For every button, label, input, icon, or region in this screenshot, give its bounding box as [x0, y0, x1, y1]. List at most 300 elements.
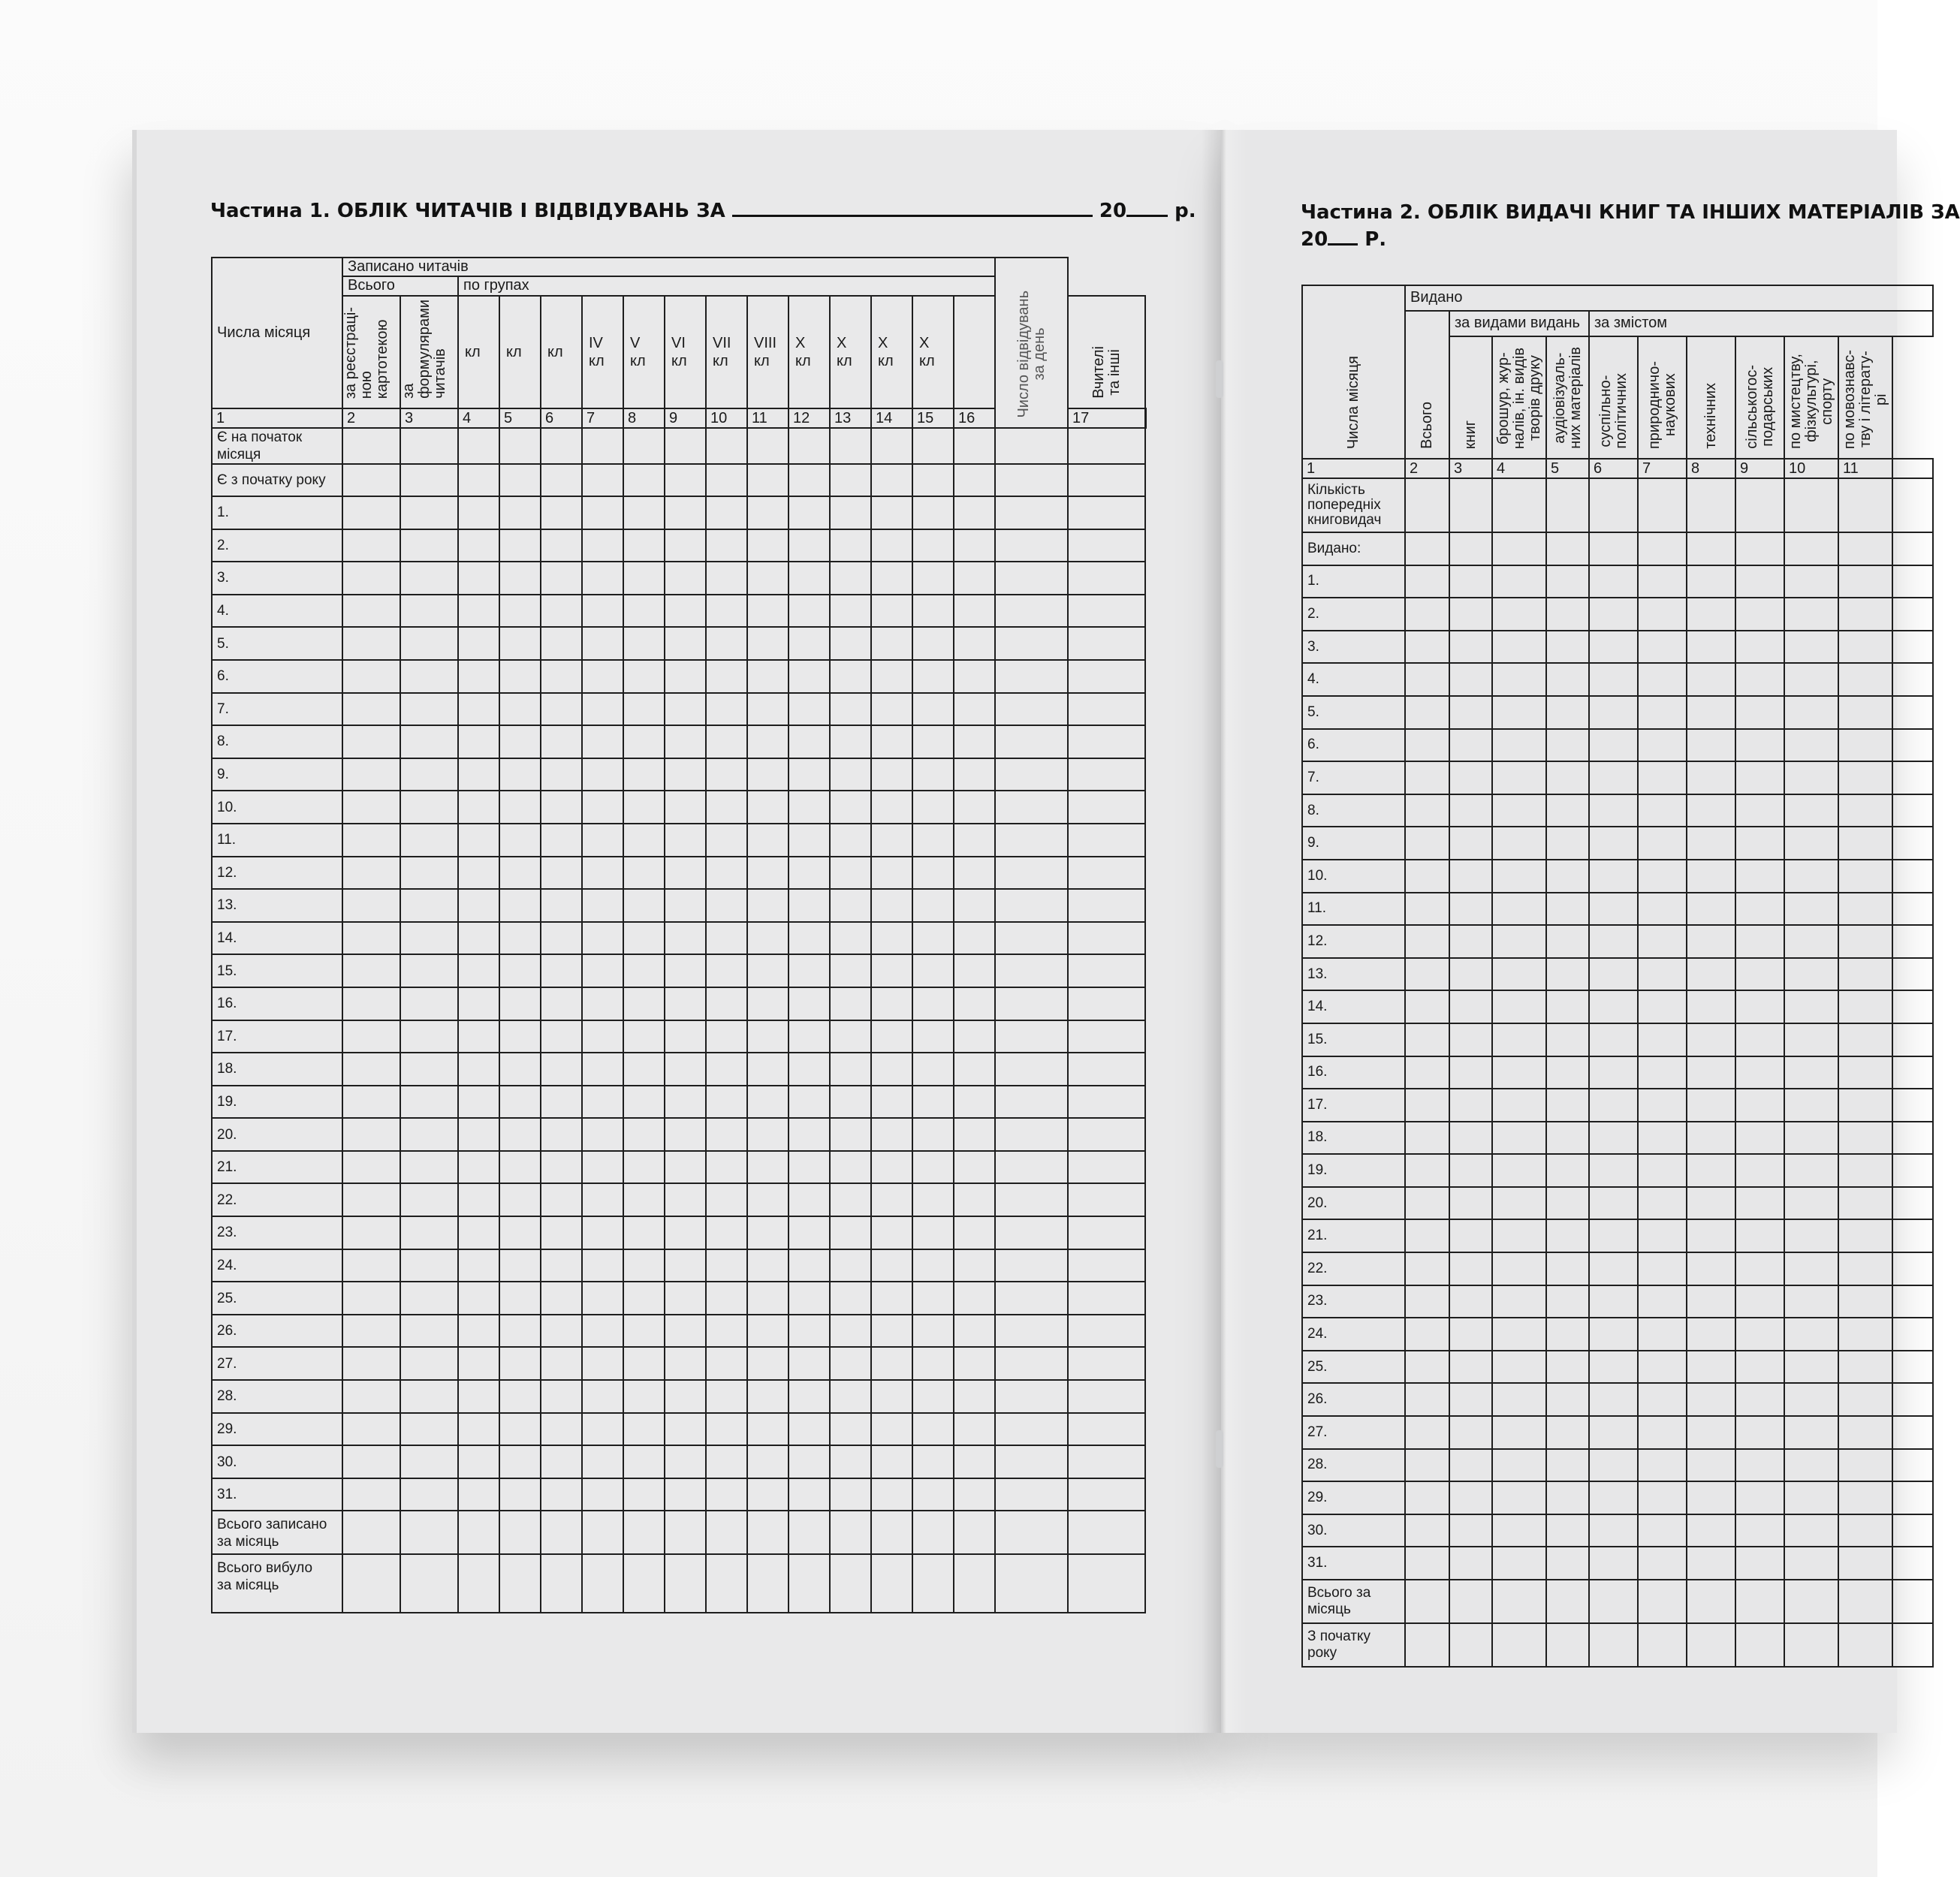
entry-cell[interactable]	[1735, 631, 1784, 664]
entry-cell[interactable]	[706, 1183, 747, 1216]
entry-cell[interactable]	[1638, 1187, 1687, 1220]
entry-cell[interactable]	[1068, 824, 1145, 857]
entry-cell[interactable]	[665, 428, 706, 464]
entry-cell[interactable]	[1687, 1351, 1735, 1384]
entry-cell[interactable]	[830, 1413, 871, 1446]
entry-cell[interactable]	[1405, 1623, 1449, 1667]
entry-cell[interactable]	[1784, 1089, 1838, 1122]
entry-cell[interactable]	[1687, 598, 1735, 631]
entry-cell[interactable]	[342, 857, 400, 890]
entry-cell[interactable]	[541, 758, 582, 791]
entry-cell[interactable]	[1449, 1154, 1492, 1187]
entry-cell[interactable]	[1449, 532, 1492, 565]
entry-cell[interactable]	[458, 1053, 499, 1086]
entry-cell[interactable]	[1784, 1351, 1838, 1384]
entry-cell[interactable]	[1784, 1514, 1838, 1547]
entry-cell[interactable]	[706, 1511, 747, 1554]
entry-cell[interactable]	[789, 758, 830, 791]
entry-cell[interactable]	[789, 529, 830, 562]
entry-cell[interactable]	[342, 529, 400, 562]
entry-cell[interactable]	[541, 824, 582, 857]
entry-cell[interactable]	[1892, 1514, 1933, 1547]
entry-cell[interactable]	[623, 1020, 665, 1053]
entry-cell[interactable]	[1449, 860, 1492, 893]
entry-cell[interactable]	[623, 428, 665, 464]
entry-cell[interactable]	[1638, 958, 1687, 991]
entry-cell[interactable]	[1784, 1383, 1838, 1416]
entry-cell[interactable]	[1892, 1416, 1933, 1449]
entry-cell[interactable]	[623, 1183, 665, 1216]
entry-cell[interactable]	[1589, 1514, 1638, 1547]
entry-cell[interactable]	[1687, 1547, 1735, 1580]
entry-cell[interactable]	[665, 824, 706, 857]
entry-cell[interactable]	[342, 922, 400, 955]
entry-cell[interactable]	[499, 1086, 541, 1119]
entry-cell[interactable]	[582, 1151, 623, 1184]
entry-cell[interactable]	[871, 1216, 912, 1249]
entry-cell[interactable]	[871, 1053, 912, 1086]
entry-cell[interactable]	[541, 1183, 582, 1216]
entry-cell[interactable]	[706, 660, 747, 693]
entry-cell[interactable]	[954, 1315, 995, 1348]
entry-cell[interactable]	[1068, 1380, 1145, 1413]
entry-cell[interactable]	[706, 1554, 747, 1613]
entry-cell[interactable]	[1068, 428, 1145, 464]
entry-cell[interactable]	[1784, 478, 1838, 532]
entry-cell[interactable]	[458, 1511, 499, 1554]
entry-cell[interactable]	[995, 562, 1068, 595]
entry-cell[interactable]	[1405, 478, 1449, 532]
entry-cell[interactable]	[1068, 1413, 1145, 1446]
entry-cell[interactable]	[342, 595, 400, 628]
entry-cell[interactable]	[1638, 532, 1687, 565]
entry-cell[interactable]	[1546, 1252, 1589, 1285]
entry-cell[interactable]	[623, 1413, 665, 1446]
entry-cell[interactable]	[1589, 1383, 1638, 1416]
entry-cell[interactable]	[1589, 1547, 1638, 1580]
entry-cell[interactable]	[995, 1216, 1068, 1249]
entry-cell[interactable]	[342, 1478, 400, 1511]
entry-cell[interactable]	[1546, 1383, 1589, 1416]
entry-cell[interactable]	[1687, 827, 1735, 860]
entry-cell[interactable]	[342, 1445, 400, 1478]
entry-cell[interactable]	[1589, 1580, 1638, 1623]
entry-cell[interactable]	[912, 428, 954, 464]
entry-cell[interactable]	[954, 758, 995, 791]
entry-cell[interactable]	[912, 1413, 954, 1446]
entry-cell[interactable]	[1784, 631, 1838, 664]
entry-cell[interactable]	[1687, 958, 1735, 991]
entry-cell[interactable]	[1068, 1086, 1145, 1119]
entry-cell[interactable]	[912, 693, 954, 726]
entry-cell[interactable]	[789, 1554, 830, 1613]
entry-cell[interactable]	[1687, 1580, 1735, 1623]
entry-cell[interactable]	[342, 1413, 400, 1446]
entry-cell[interactable]	[1068, 1151, 1145, 1184]
entry-cell[interactable]	[1068, 660, 1145, 693]
entry-cell[interactable]	[995, 428, 1068, 464]
entry-cell[interactable]	[582, 1478, 623, 1511]
entry-cell[interactable]	[499, 1183, 541, 1216]
entry-cell[interactable]	[499, 758, 541, 791]
entry-cell[interactable]	[1589, 1154, 1638, 1187]
entry-cell[interactable]	[912, 1216, 954, 1249]
entry-cell[interactable]	[1405, 1416, 1449, 1449]
entry-cell[interactable]	[995, 693, 1068, 726]
entry-cell[interactable]	[830, 660, 871, 693]
entry-cell[interactable]	[747, 627, 789, 660]
entry-cell[interactable]	[1405, 1285, 1449, 1318]
entry-cell[interactable]	[871, 922, 912, 955]
entry-cell[interactable]	[1546, 1187, 1589, 1220]
entry-cell[interactable]	[623, 1118, 665, 1151]
entry-cell[interactable]	[499, 1020, 541, 1053]
entry-cell[interactable]	[1068, 987, 1145, 1020]
entry-cell[interactable]	[1492, 1481, 1546, 1514]
entry-cell[interactable]	[665, 1086, 706, 1119]
entry-cell[interactable]	[1589, 565, 1638, 598]
entry-cell[interactable]	[1449, 1219, 1492, 1252]
entry-cell[interactable]	[789, 1249, 830, 1282]
entry-cell[interactable]	[747, 464, 789, 496]
entry-cell[interactable]	[1838, 1056, 1892, 1089]
entry-cell[interactable]	[912, 1445, 954, 1478]
entry-cell[interactable]	[706, 496, 747, 529]
entry-cell[interactable]	[789, 1445, 830, 1478]
entry-cell[interactable]	[1735, 1122, 1784, 1155]
entry-cell[interactable]	[400, 922, 458, 955]
entry-cell[interactable]	[400, 987, 458, 1020]
entry-cell[interactable]	[912, 1151, 954, 1184]
entry-cell[interactable]	[954, 562, 995, 595]
entry-cell[interactable]	[1589, 1285, 1638, 1318]
entry-cell[interactable]	[871, 428, 912, 464]
entry-cell[interactable]	[1735, 958, 1784, 991]
entry-cell[interactable]	[1068, 1249, 1145, 1282]
entry-cell[interactable]	[499, 725, 541, 758]
entry-cell[interactable]	[706, 791, 747, 824]
entry-cell[interactable]	[1687, 1187, 1735, 1220]
entry-cell[interactable]	[623, 791, 665, 824]
entry-cell[interactable]	[582, 529, 623, 562]
entry-cell[interactable]	[1589, 893, 1638, 926]
entry-cell[interactable]	[1784, 1122, 1838, 1155]
entry-cell[interactable]	[1687, 696, 1735, 729]
entry-cell[interactable]	[400, 791, 458, 824]
entry-cell[interactable]	[1068, 725, 1145, 758]
entry-cell[interactable]	[582, 1554, 623, 1613]
entry-cell[interactable]	[1068, 496, 1145, 529]
entry-cell[interactable]	[1735, 1514, 1784, 1547]
entry-cell[interactable]	[1546, 1154, 1589, 1187]
entry-cell[interactable]	[1449, 478, 1492, 532]
entry-cell[interactable]	[706, 595, 747, 628]
entry-cell[interactable]	[706, 428, 747, 464]
entry-cell[interactable]	[789, 1151, 830, 1184]
entry-cell[interactable]	[1546, 1623, 1589, 1667]
entry-cell[interactable]	[665, 1511, 706, 1554]
entry-cell[interactable]	[1735, 1416, 1784, 1449]
entry-cell[interactable]	[582, 954, 623, 987]
entry-cell[interactable]	[747, 987, 789, 1020]
entry-cell[interactable]	[1546, 1023, 1589, 1056]
entry-cell[interactable]	[1405, 598, 1449, 631]
entry-cell[interactable]	[582, 1053, 623, 1086]
entry-cell[interactable]	[789, 1511, 830, 1554]
entry-cell[interactable]	[1892, 925, 1933, 958]
entry-cell[interactable]	[995, 1183, 1068, 1216]
entry-cell[interactable]	[1784, 1547, 1838, 1580]
entry-cell[interactable]	[995, 1511, 1068, 1554]
entry-cell[interactable]	[1638, 1056, 1687, 1089]
entry-cell[interactable]	[458, 922, 499, 955]
entry-cell[interactable]	[1735, 478, 1784, 532]
entry-cell[interactable]	[1892, 1580, 1933, 1623]
entry-cell[interactable]	[541, 987, 582, 1020]
entry-cell[interactable]	[1638, 827, 1687, 860]
entry-cell[interactable]	[1784, 1219, 1838, 1252]
entry-cell[interactable]	[830, 1249, 871, 1282]
entry-cell[interactable]	[1638, 893, 1687, 926]
entry-cell[interactable]	[706, 922, 747, 955]
entry-cell[interactable]	[1068, 889, 1145, 922]
entry-cell[interactable]	[1892, 794, 1933, 827]
entry-cell[interactable]	[912, 1282, 954, 1315]
entry-cell[interactable]	[995, 1347, 1068, 1380]
entry-cell[interactable]	[623, 1315, 665, 1348]
entry-cell[interactable]	[912, 1249, 954, 1282]
entry-cell[interactable]	[582, 1347, 623, 1380]
entry-cell[interactable]	[1405, 696, 1449, 729]
entry-cell[interactable]	[1546, 696, 1589, 729]
entry-cell[interactable]	[706, 1380, 747, 1413]
entry-cell[interactable]	[954, 791, 995, 824]
entry-cell[interactable]	[1449, 761, 1492, 794]
entry-cell[interactable]	[1492, 1383, 1546, 1416]
entry-cell[interactable]	[706, 954, 747, 987]
entry-cell[interactable]	[954, 529, 995, 562]
entry-cell[interactable]	[747, 922, 789, 955]
entry-cell[interactable]	[541, 428, 582, 464]
entry-cell[interactable]	[458, 496, 499, 529]
entry-cell[interactable]	[1892, 1056, 1933, 1089]
entry-cell[interactable]	[830, 922, 871, 955]
entry-cell[interactable]	[623, 1445, 665, 1478]
entry-cell[interactable]	[706, 1086, 747, 1119]
entry-cell[interactable]	[342, 824, 400, 857]
entry-cell[interactable]	[1735, 1383, 1784, 1416]
entry-cell[interactable]	[623, 1086, 665, 1119]
entry-cell[interactable]	[1546, 1351, 1589, 1384]
entry-cell[interactable]	[582, 1249, 623, 1282]
entry-cell[interactable]	[400, 1053, 458, 1086]
entry-cell[interactable]	[623, 496, 665, 529]
entry-cell[interactable]	[623, 954, 665, 987]
entry-cell[interactable]	[623, 1478, 665, 1511]
entry-cell[interactable]	[954, 428, 995, 464]
entry-cell[interactable]	[1638, 478, 1687, 532]
entry-cell[interactable]	[499, 496, 541, 529]
entry-cell[interactable]	[1449, 696, 1492, 729]
entry-cell[interactable]	[954, 954, 995, 987]
entry-cell[interactable]	[623, 1511, 665, 1554]
entry-cell[interactable]	[400, 1282, 458, 1315]
entry-cell[interactable]	[1589, 598, 1638, 631]
entry-cell[interactable]	[1735, 565, 1784, 598]
entry-cell[interactable]	[665, 791, 706, 824]
entry-cell[interactable]	[582, 987, 623, 1020]
entry-cell[interactable]	[400, 562, 458, 595]
entry-cell[interactable]	[1589, 1023, 1638, 1056]
entry-cell[interactable]	[1449, 827, 1492, 860]
entry-cell[interactable]	[995, 1020, 1068, 1053]
entry-cell[interactable]	[1892, 1383, 1933, 1416]
entry-cell[interactable]	[1405, 565, 1449, 598]
entry-cell[interactable]	[1492, 1449, 1546, 1482]
entry-cell[interactable]	[342, 660, 400, 693]
entry-cell[interactable]	[1405, 1089, 1449, 1122]
entry-cell[interactable]	[665, 1347, 706, 1380]
entry-cell[interactable]	[747, 529, 789, 562]
entry-cell[interactable]	[541, 1053, 582, 1086]
entry-cell[interactable]	[1492, 729, 1546, 762]
entry-cell[interactable]	[400, 1347, 458, 1380]
entry-cell[interactable]	[706, 1315, 747, 1348]
entry-cell[interactable]	[830, 987, 871, 1020]
entry-cell[interactable]	[789, 1478, 830, 1511]
entry-cell[interactable]	[871, 562, 912, 595]
entry-cell[interactable]	[789, 595, 830, 628]
entry-cell[interactable]	[1892, 1623, 1933, 1667]
entry-cell[interactable]	[747, 1118, 789, 1151]
entry-cell[interactable]	[582, 1282, 623, 1315]
entry-cell[interactable]	[458, 1183, 499, 1216]
entry-cell[interactable]	[541, 1282, 582, 1315]
entry-cell[interactable]	[1892, 478, 1933, 532]
entry-cell[interactable]	[541, 496, 582, 529]
entry-cell[interactable]	[499, 1380, 541, 1413]
entry-cell[interactable]	[1449, 1481, 1492, 1514]
entry-cell[interactable]	[541, 1151, 582, 1184]
entry-cell[interactable]	[1068, 1445, 1145, 1478]
entry-cell[interactable]	[1546, 1547, 1589, 1580]
entry-cell[interactable]	[458, 791, 499, 824]
entry-cell[interactable]	[830, 1053, 871, 1086]
entry-cell[interactable]	[871, 758, 912, 791]
entry-cell[interactable]	[706, 1445, 747, 1478]
entry-cell[interactable]	[912, 758, 954, 791]
entry-cell[interactable]	[1589, 663, 1638, 696]
entry-cell[interactable]	[1838, 729, 1892, 762]
entry-cell[interactable]	[789, 627, 830, 660]
entry-cell[interactable]	[706, 824, 747, 857]
entry-cell[interactable]	[995, 1118, 1068, 1151]
entry-cell[interactable]	[582, 824, 623, 857]
entry-cell[interactable]	[1589, 860, 1638, 893]
entry-cell[interactable]	[458, 660, 499, 693]
entry-cell[interactable]	[1638, 761, 1687, 794]
entry-cell[interactable]	[1405, 1219, 1449, 1252]
entry-cell[interactable]	[582, 464, 623, 496]
entry-cell[interactable]	[1449, 1351, 1492, 1384]
entry-cell[interactable]	[1492, 827, 1546, 860]
entry-cell[interactable]	[499, 791, 541, 824]
entry-cell[interactable]	[623, 1282, 665, 1315]
entry-cell[interactable]	[499, 824, 541, 857]
entry-cell[interactable]	[342, 627, 400, 660]
entry-cell[interactable]	[830, 857, 871, 890]
entry-cell[interactable]	[1687, 1514, 1735, 1547]
entry-cell[interactable]	[871, 1249, 912, 1282]
entry-cell[interactable]	[342, 725, 400, 758]
entry-cell[interactable]	[342, 1249, 400, 1282]
entry-cell[interactable]	[458, 1216, 499, 1249]
entry-cell[interactable]	[747, 1216, 789, 1249]
entry-cell[interactable]	[912, 1020, 954, 1053]
entry-cell[interactable]	[1492, 794, 1546, 827]
entry-cell[interactable]	[400, 1249, 458, 1282]
entry-cell[interactable]	[665, 758, 706, 791]
entry-cell[interactable]	[789, 987, 830, 1020]
entry-cell[interactable]	[1735, 663, 1784, 696]
entry-cell[interactable]	[1405, 1514, 1449, 1547]
entry-cell[interactable]	[400, 693, 458, 726]
entry-cell[interactable]	[789, 725, 830, 758]
entry-cell[interactable]	[995, 1554, 1068, 1613]
entry-cell[interactable]	[623, 1216, 665, 1249]
entry-cell[interactable]	[954, 496, 995, 529]
entry-cell[interactable]	[1892, 958, 1933, 991]
entry-cell[interactable]	[789, 496, 830, 529]
entry-cell[interactable]	[1449, 925, 1492, 958]
entry-cell[interactable]	[954, 1249, 995, 1282]
entry-cell[interactable]	[1892, 729, 1933, 762]
entry-cell[interactable]	[995, 1086, 1068, 1119]
entry-cell[interactable]	[1687, 1023, 1735, 1056]
entry-cell[interactable]	[871, 595, 912, 628]
entry-cell[interactable]	[541, 1413, 582, 1446]
entry-cell[interactable]	[789, 660, 830, 693]
entry-cell[interactable]	[789, 1216, 830, 1249]
entry-cell[interactable]	[342, 1118, 400, 1151]
entry-cell[interactable]	[995, 857, 1068, 890]
entry-cell[interactable]	[995, 1380, 1068, 1413]
entry-cell[interactable]	[582, 1086, 623, 1119]
entry-cell[interactable]	[1638, 1383, 1687, 1416]
entry-cell[interactable]	[665, 1445, 706, 1478]
entry-cell[interactable]	[1892, 1023, 1933, 1056]
entry-cell[interactable]	[1687, 1285, 1735, 1318]
entry-cell[interactable]	[871, 889, 912, 922]
entry-cell[interactable]	[1784, 1252, 1838, 1285]
entry-cell[interactable]	[541, 1086, 582, 1119]
entry-cell[interactable]	[1405, 1056, 1449, 1089]
entry-cell[interactable]	[1735, 794, 1784, 827]
entry-cell[interactable]	[1449, 598, 1492, 631]
entry-cell[interactable]	[1687, 631, 1735, 664]
entry-cell[interactable]	[1687, 761, 1735, 794]
entry-cell[interactable]	[665, 1151, 706, 1184]
entry-cell[interactable]	[499, 1315, 541, 1348]
entry-cell[interactable]	[458, 1249, 499, 1282]
entry-cell[interactable]	[665, 1249, 706, 1282]
entry-cell[interactable]	[1546, 1449, 1589, 1482]
entry-cell[interactable]	[1492, 1351, 1546, 1384]
entry-cell[interactable]	[912, 1554, 954, 1613]
entry-cell[interactable]	[623, 725, 665, 758]
entry-cell[interactable]	[1838, 478, 1892, 532]
entry-cell[interactable]	[1068, 562, 1145, 595]
